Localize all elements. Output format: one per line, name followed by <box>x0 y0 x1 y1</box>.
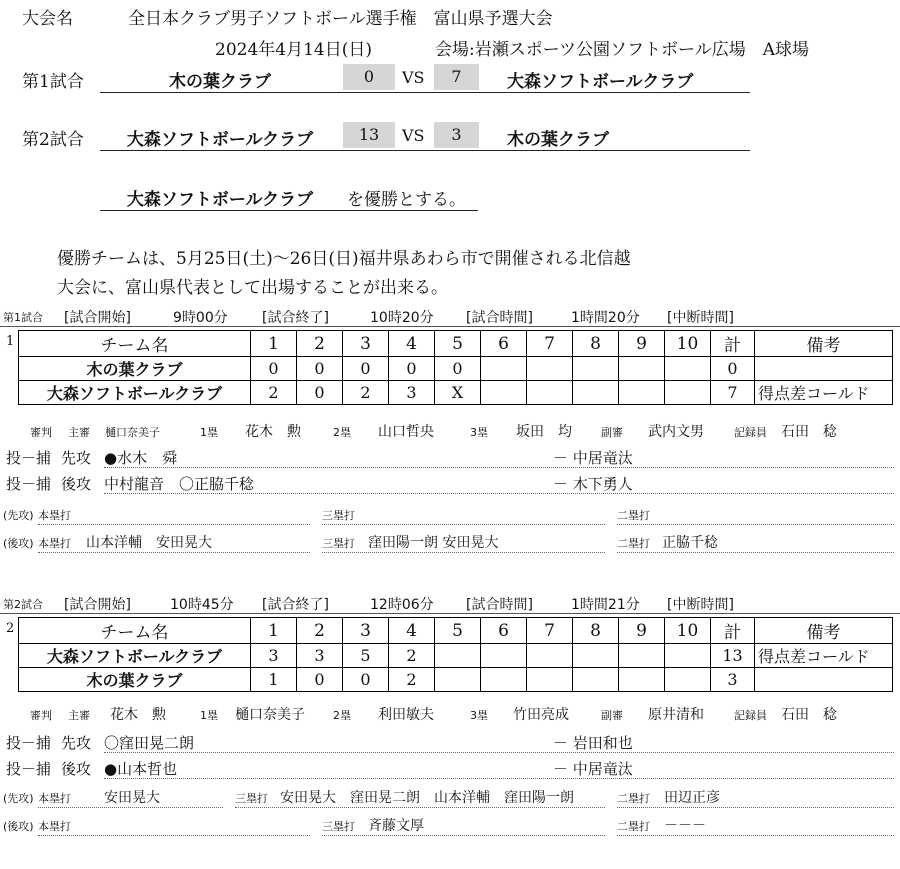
start-label: [試合開始] <box>64 310 131 326</box>
score-left: 0 <box>343 64 395 90</box>
inning-score: 5 <box>343 644 389 668</box>
header-inning: 2 <box>297 331 343 357</box>
inning-score <box>527 644 573 668</box>
battery-line-visitor <box>0 445 900 469</box>
inning-score <box>619 381 665 405</box>
recorder: 石田 稔 <box>781 707 837 723</box>
header-inning: 9 <box>619 618 665 644</box>
inning-score: 2 <box>251 381 297 405</box>
inning-score: 0 <box>343 668 389 692</box>
catchers: － 岩田和也 <box>553 734 633 752</box>
vs-label: VS <box>402 68 425 87</box>
detail-game-label: 第1試合 <box>3 311 43 324</box>
champion-statement <box>0 182 900 212</box>
home-runs: 安田晃大 <box>104 790 160 806</box>
first-base-label: 1塁 <box>200 709 218 722</box>
header-team: チーム名 <box>19 618 251 644</box>
triples: 窪田陽一朗 安田晃大 <box>368 535 499 551</box>
pitchers: ●水木 舜 <box>104 449 178 467</box>
hits-line-home <box>0 814 900 836</box>
umpire-line <box>0 420 900 442</box>
batting-order: 後攻 <box>61 475 92 493</box>
inning-score: 1 <box>251 668 297 692</box>
doubles: 田辺正彦 <box>664 790 720 806</box>
inning-score: 3 <box>389 381 435 405</box>
battery-line-visitor <box>0 730 900 754</box>
header-inning: 10 <box>665 618 711 644</box>
duration: 1時間20分 <box>571 310 640 326</box>
game-number: 2 <box>6 621 15 636</box>
duration-label: [試合時間] <box>466 597 533 613</box>
first-base-label: 1塁 <box>200 426 218 439</box>
inning-score <box>481 668 527 692</box>
batting-order: 先攻 <box>61 449 92 467</box>
hits-line-visitor <box>0 503 900 525</box>
inning-score <box>573 668 619 692</box>
duration: 1時間21分 <box>571 597 640 613</box>
dotted-rule <box>617 835 894 836</box>
total-score: 13 <box>711 644 755 668</box>
umpire-label: 審判 <box>30 709 52 722</box>
game-summary-2 <box>0 122 900 152</box>
header-inning: 8 <box>573 331 619 357</box>
inning-score <box>573 357 619 381</box>
remarks <box>755 668 893 692</box>
third-base-umpire: 坂田 均 <box>516 424 572 440</box>
hits-line-home <box>0 531 900 553</box>
team-name: 大森ソフトボールクラブ <box>19 644 251 668</box>
inning-score: 0 <box>435 357 481 381</box>
dotted-rule <box>235 807 605 808</box>
rule <box>0 613 900 614</box>
batting-side: (先攻) <box>3 509 34 522</box>
inning-score: 2 <box>389 644 435 668</box>
header-inning: 6 <box>481 618 527 644</box>
header-inning: 7 <box>527 331 573 357</box>
inning-score <box>527 668 573 692</box>
plate-umpire: 樋口奈美子 <box>105 426 160 439</box>
header-inning: 8 <box>573 618 619 644</box>
score-right: 7 <box>434 64 479 90</box>
header-remarks: 備考 <box>755 618 893 644</box>
vice-label: 副審 <box>601 709 623 722</box>
inning-score: 2 <box>343 381 389 405</box>
team-name: 木の葉クラブ <box>19 357 251 381</box>
dotted-rule <box>38 835 310 836</box>
underline <box>100 150 750 151</box>
header-inning: 10 <box>665 331 711 357</box>
header-inning: 3 <box>343 618 389 644</box>
pitchers: ●山本哲也 <box>104 760 178 778</box>
inning-score: 0 <box>297 668 343 692</box>
end-label: [試合終了] <box>262 310 329 326</box>
header-inning: 9 <box>619 331 665 357</box>
inning-score <box>573 644 619 668</box>
header-inning: 4 <box>389 331 435 357</box>
recorder: 石田 稔 <box>781 424 837 440</box>
underline <box>100 92 750 93</box>
recorder-label: 記録員 <box>734 709 767 722</box>
batting-side: (後攻) <box>3 537 34 550</box>
header-inning: 2 <box>297 618 343 644</box>
linescore-table <box>18 617 893 692</box>
inning-score: 0 <box>297 381 343 405</box>
dotted-rule <box>104 493 894 494</box>
umpire-line <box>0 703 900 725</box>
dotted-rule <box>322 524 605 525</box>
team-name: 大森ソフトボールクラブ <box>19 381 251 405</box>
inning-score <box>665 357 711 381</box>
dotted-rule <box>322 552 605 553</box>
inning-score: 0 <box>389 357 435 381</box>
batting-order: 後攻 <box>61 760 92 778</box>
third-base-label: 3塁 <box>470 426 488 439</box>
inning-score <box>619 357 665 381</box>
champion-text: を優勝とする。 <box>347 190 466 210</box>
header-total: 計 <box>711 618 755 644</box>
table-row <box>19 357 893 381</box>
tournament-date: 2024年4月14日(日) <box>215 40 372 60</box>
inning-score: 3 <box>251 644 297 668</box>
inning-score <box>665 668 711 692</box>
header-inning: 5 <box>435 618 481 644</box>
second-base-umpire: 利田敏夫 <box>378 707 434 723</box>
header-inning: 6 <box>481 331 527 357</box>
duration-label: [試合時間] <box>466 310 533 326</box>
detail-game-label: 第2試合 <box>3 598 43 611</box>
double-label: 二塁打 <box>617 792 650 805</box>
game-number: 1 <box>6 334 15 349</box>
catchers: － 中居竜汰 <box>553 760 633 778</box>
pitchers: 中村龍音 〇正脇千稔 <box>104 475 255 493</box>
triple-label: 三塁打 <box>322 537 355 550</box>
tournament-title: 全日本クラブ男子ソフトボール選手権 富山県予選大会 <box>128 9 553 29</box>
inning-score: 3 <box>297 644 343 668</box>
triple-label: 三塁打 <box>322 509 355 522</box>
dotted-rule <box>38 807 223 808</box>
header-inning: 1 <box>251 331 297 357</box>
team-left: 木の葉クラブ <box>169 72 271 92</box>
vs-label: VS <box>402 126 425 145</box>
battery-line-home <box>0 471 900 495</box>
dotted-rule <box>322 835 605 836</box>
table-row <box>19 668 893 692</box>
inning-score: X <box>435 381 481 405</box>
inning-score <box>481 644 527 668</box>
team-right: 木の葉クラブ <box>507 130 609 150</box>
score-right: 3 <box>434 122 479 148</box>
batting-order: 先攻 <box>61 734 92 752</box>
battery-label: 投－捕 <box>6 475 52 493</box>
end-time: 10時20分 <box>370 310 434 326</box>
game-label: 第1試合 <box>22 72 84 92</box>
game-summary-1 <box>0 64 900 94</box>
inning-score <box>435 644 481 668</box>
total-score: 0 <box>711 357 755 381</box>
end-label: [試合終了] <box>262 597 329 613</box>
dotted-rule <box>617 807 894 808</box>
header-inning: 7 <box>527 618 573 644</box>
team-name: 木の葉クラブ <box>19 668 251 692</box>
header-inning: 5 <box>435 331 481 357</box>
note-line-2: 大会に、富山県代表として出場することが出来る。 <box>57 278 448 298</box>
battery-label: 投－捕 <box>6 760 52 778</box>
batting-side: (後攻) <box>3 820 34 833</box>
first-base-umpire: 花木 勲 <box>245 424 301 440</box>
remarks: 得点差コールド <box>755 381 893 405</box>
plate-umpire: 花木 勲 <box>110 707 166 723</box>
header-remarks: 備考 <box>755 331 893 357</box>
catchers: － 中居竜汰 <box>553 449 633 467</box>
score-left: 13 <box>343 122 395 148</box>
inning-score <box>527 357 573 381</box>
dotted-rule <box>104 752 894 753</box>
dotted-rule <box>617 552 894 553</box>
inning-score: 2 <box>389 668 435 692</box>
home-run-label: 本塁打 <box>38 537 71 550</box>
triples: 安田晃大 窪田晃二朗 山本洋輔 窪田陽一朗 <box>280 790 574 806</box>
header-inning: 1 <box>251 618 297 644</box>
header-team: チーム名 <box>19 331 251 357</box>
table-row <box>19 381 893 405</box>
start-time: 9時00分 <box>173 310 228 326</box>
vice-umpire: 武内文男 <box>648 424 704 440</box>
inning-score <box>481 381 527 405</box>
doubles: 正脇千稔 <box>662 535 718 551</box>
double-label: 二塁打 <box>617 820 650 833</box>
start-label: [試合開始] <box>64 597 131 613</box>
dotted-rule <box>38 524 310 525</box>
champion-team: 大森ソフトボールクラブ <box>126 190 314 210</box>
hits-line-visitor <box>0 786 900 808</box>
table-header-row <box>19 331 893 357</box>
inning-score <box>665 644 711 668</box>
header-total: 計 <box>711 331 755 357</box>
home-run-label: 本塁打 <box>38 792 71 805</box>
inning-score <box>481 357 527 381</box>
inning-score <box>665 381 711 405</box>
inning-score <box>619 668 665 692</box>
remarks <box>755 357 893 381</box>
dotted-rule <box>104 467 894 468</box>
plate-label: 主審 <box>68 426 90 439</box>
doubles: －－－ <box>664 818 706 834</box>
suspension-label: [中断時間] <box>667 310 734 326</box>
home-runs: 山本洋輔 安田晃大 <box>86 535 212 551</box>
triple-label: 三塁打 <box>235 792 268 805</box>
umpire-label: 審判 <box>30 426 52 439</box>
triple-label: 三塁打 <box>322 820 355 833</box>
double-label: 二塁打 <box>617 509 650 522</box>
third-base-umpire: 竹田亮成 <box>513 707 569 723</box>
third-base-label: 3塁 <box>470 709 488 722</box>
dotted-rule <box>38 552 310 553</box>
team-left: 大森ソフトボールクラブ <box>126 130 314 150</box>
second-base-label: 2塁 <box>333 426 351 439</box>
game-detail-2 <box>0 591 900 841</box>
underline <box>100 210 478 211</box>
tournament-label: 大会名 <box>22 9 73 29</box>
first-base-umpire: 樋口奈美子 <box>235 707 305 723</box>
recorder-label: 記録員 <box>734 426 767 439</box>
plate-label: 主審 <box>68 709 90 722</box>
inning-score <box>527 381 573 405</box>
home-run-label: 本塁打 <box>38 820 71 833</box>
remarks: 得点差コールド <box>755 644 893 668</box>
second-base-label: 2塁 <box>333 709 351 722</box>
team-right: 大森ソフトボールクラブ <box>507 72 694 92</box>
double-label: 二塁打 <box>617 537 650 550</box>
vice-umpire: 原井清和 <box>648 707 704 723</box>
game-detail-1 <box>0 304 900 554</box>
inning-score: 0 <box>297 357 343 381</box>
battery-label: 投－捕 <box>6 734 52 752</box>
start-time: 10時45分 <box>170 597 234 613</box>
end-time: 12時06分 <box>370 597 434 613</box>
battery-label: 投－捕 <box>6 449 52 467</box>
suspension-label: [中断時間] <box>667 597 734 613</box>
battery-line-home <box>0 756 900 780</box>
header-inning: 3 <box>343 331 389 357</box>
vice-label: 副審 <box>601 426 623 439</box>
note-line-1: 優勝チームは、5月25日(土)～26日(日)福井県あわら市で開催される北信越 <box>57 249 631 269</box>
inning-score <box>619 644 665 668</box>
table-header-row <box>19 618 893 644</box>
home-run-label: 本塁打 <box>38 509 71 522</box>
inning-score: 0 <box>251 357 297 381</box>
tournament-venue: 会場:岩瀬スポーツ公園ソフトボール広場 A球場 <box>435 40 809 60</box>
dotted-rule <box>617 524 894 525</box>
header-inning: 4 <box>389 618 435 644</box>
total-score: 3 <box>711 668 755 692</box>
inning-score <box>573 381 619 405</box>
total-score: 7 <box>711 381 755 405</box>
triples: 斉藤文厚 <box>368 818 424 834</box>
pitchers: 〇窪田晃二朗 <box>104 734 195 752</box>
game-label: 第2試合 <box>22 130 84 150</box>
table-row <box>19 644 893 668</box>
rule <box>0 326 900 327</box>
linescore-table <box>18 330 893 405</box>
inning-score: 0 <box>343 357 389 381</box>
inning-score <box>435 668 481 692</box>
batting-side: (先攻) <box>3 792 34 805</box>
catchers: － 木下勇人 <box>553 475 633 493</box>
second-base-umpire: 山口哲央 <box>378 424 434 440</box>
dotted-rule <box>104 778 894 779</box>
